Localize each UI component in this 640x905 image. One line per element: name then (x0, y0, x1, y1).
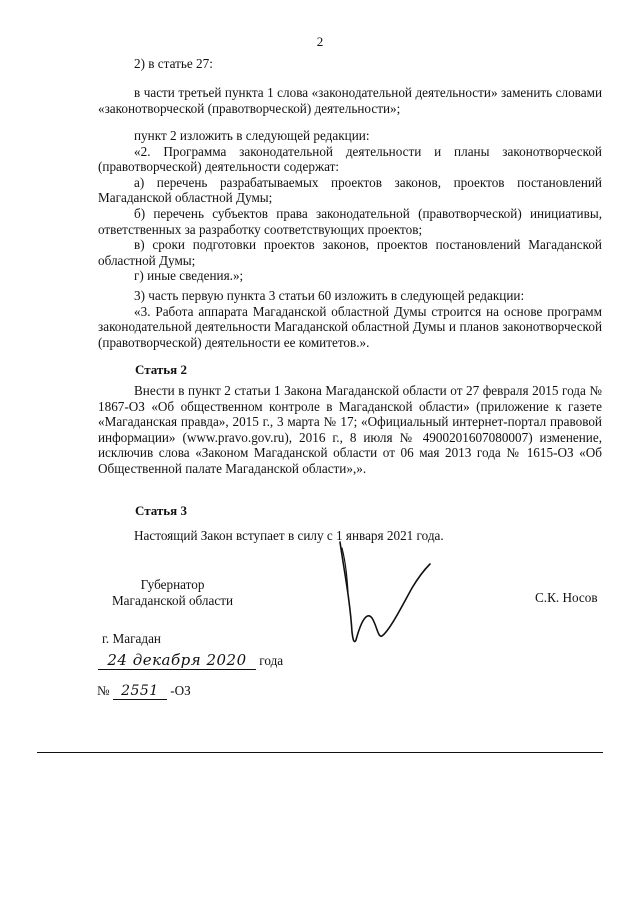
signature-title-line-2: Магаданской области (111, 592, 234, 608)
signature-title (85, 577, 260, 608)
list-item-b: б) перечень субъектов права законодательной (правотворческой) инициативы, ответственных за разработку соответствующих проектов; (98, 205, 602, 237)
law-number-suffix: -ОЗ (170, 683, 191, 698)
section-1-item-3-block (98, 288, 602, 350)
signature-icon (330, 540, 450, 655)
signature-name: С.К. Носов (535, 590, 598, 605)
article-2-heading: Статья 2 (135, 362, 187, 377)
quote-item-3: «3. Работа аппарата Магаданской областной Думы строится на основе программ законодательной деятельности Магаданской областной Думы и планов законотворческой (правотворческой) деятельности ее комитетов.». (98, 303, 602, 350)
section-1-para-2-block (98, 128, 602, 284)
date-suffix: года (259, 653, 284, 668)
item-2: 2) в статье 27: (134, 56, 213, 71)
paragraph-words-replacement: в части третьей пункта 1 слова «законодательной деятельности» заменить словами «законотворческой (правотворческой) деятельности»; (98, 85, 602, 116)
law-number-prefix: № (97, 683, 110, 698)
quote-program-intro: «2. Программа законодательной деятельности и планы законотворческой (правотворческой) деятельности содержат: (98, 143, 602, 175)
article-2-block (98, 383, 602, 477)
place: г. Магадан (102, 631, 161, 646)
footer-divider (37, 752, 603, 753)
law-number-handwritten: 2551 (113, 683, 167, 700)
page-number: 2 (316, 34, 324, 49)
list-item-g: г) иные сведения.»; (134, 268, 244, 284)
signature-title-line-1: Губернатор (140, 577, 205, 592)
section-1 (98, 56, 602, 72)
section-1-para-1-block (98, 85, 602, 116)
article-3-heading: Статья 3 (135, 503, 187, 518)
date-line (98, 651, 283, 670)
list-item-a: а) перечень разрабатываемых проектов законов, проектов постановлений Магаданской областной Думы; (98, 174, 602, 206)
paragraph-item-2-edit: пункт 2 изложить в следующей редакции: (134, 128, 370, 143)
law-number-line (97, 683, 191, 700)
article-2-text: Внести в пункт 2 статьи 1 Закона Магаданской области от 27 февраля 2015 года № 1867-ОЗ «Об общественном контроле в Магаданской области» (приложение к газете «Магаданская правда», 2015 г., 3 марта № 17; «Официальный интернет-портал правовой информации» (www.pravo.gov.ru), 2016 г., 8 июля № 4900201607080007) изменение, исключив слова «Законом Магаданской области от 06 мая 2013 года № 1615-ОЗ «Об Общественной палате Магаданской области»,». (98, 383, 602, 476)
item-3: 3) часть первую пункта 3 статьи 60 изложить в следующей редакции: (134, 288, 525, 303)
article-3-text: Настоящий Закон вступает в силу с 1 января 2021 года. (134, 528, 444, 543)
list-item-v: в) сроки подготовки проектов законов, проектов постановлений Магаданской областной Думы; (98, 237, 602, 268)
date-handwritten: 24 декабря 2020 (98, 651, 256, 670)
